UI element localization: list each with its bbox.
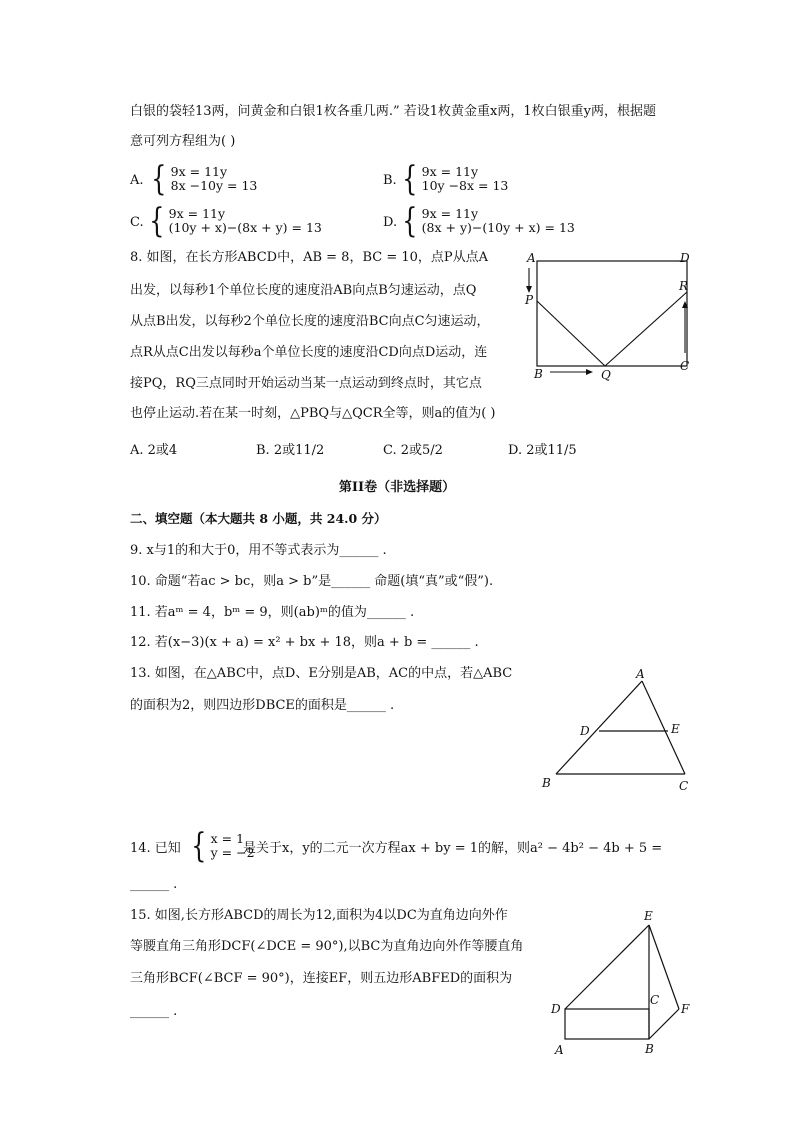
q14-suffix: 是关于x，y的二元一次方程ax + by = 1的解，则a² − 4b² − 4b + 5 = <box>243 841 663 856</box>
q9: 9. x与1的和大于0，用不等式表示为______ . <box>130 543 387 558</box>
q10: 10. 命题“若ac > bc，则a > b”是______ 命题(填“真”或“假”). <box>130 574 494 589</box>
label-d: D <box>580 724 590 738</box>
label-f: F <box>681 1002 690 1016</box>
q8-line: 8. 如图，在长方形ABCD中，AB = 8，BC = 10，点P从点A <box>130 250 489 265</box>
q8-line: 也停止运动.若在某一时刻，△PBQ与△QCR全等，则a的值为( ) <box>130 406 496 421</box>
q12: 12. 若(x−3)(x + a) = x² + bx + 18，则a + b = ______ . <box>130 635 479 650</box>
q7-option-c-system <box>146 201 322 241</box>
brace-icon: { <box>149 201 165 241</box>
equation: (10y + x)−(8x + y) = 13 <box>168 220 322 235</box>
q13-triangle-figure <box>538 664 698 794</box>
label-p: P <box>525 293 534 307</box>
segment-bf <box>649 1009 679 1039</box>
q7-option-a-system <box>148 159 258 199</box>
label-a: A <box>636 667 645 681</box>
rectangle-abcd <box>537 261 687 366</box>
q14-line2: ______ . <box>130 877 178 892</box>
q11: 11. 若aᵐ = 4，bᵐ = 9，则(ab)ᵐ的值为______ . <box>130 605 415 620</box>
label-e: E <box>644 909 653 923</box>
equation: 9x = 11y <box>421 206 479 221</box>
q8-line: 点R从点C出发以每秒a个单位长度的速度沿CD向点D运动，连 <box>130 345 488 360</box>
q8-line: 从点B出发，以每秒2个单位长度的速度沿BC向点C匀速运动， <box>130 314 490 329</box>
q8-rectangle-figure <box>515 248 705 383</box>
brace-icon: { <box>402 159 418 199</box>
q8-option-c: C. 2或5/2 <box>383 443 443 458</box>
q15-line: ______ . <box>130 1004 178 1019</box>
q14-prefix: 14. 已知 <box>130 841 181 856</box>
equation: 9x = 11y <box>170 164 228 179</box>
label-c: C <box>680 359 690 373</box>
equation: x = 1 <box>210 831 245 846</box>
q8-option-b: B. 2或11/2 <box>256 443 325 458</box>
equation: 9x = 11y <box>168 206 226 221</box>
q8-option-d: D. 2或11/5 <box>508 443 577 458</box>
q8-line: 出发，以每秒1个单位长度的速度沿AB向点B匀速运动，点Q <box>130 283 477 298</box>
q7-option-c-label: C. <box>130 215 144 230</box>
segment-qr <box>605 292 687 366</box>
label-c: C <box>679 779 689 793</box>
label-d: D <box>551 1002 561 1016</box>
label-a: A <box>555 1043 564 1057</box>
arrow-head-icon <box>586 369 593 375</box>
brace-icon: { <box>191 826 207 866</box>
q15-line: 15. 如图,长方形ABCD的周长为12,面积为4以DC为直角边向外作 <box>130 908 508 923</box>
q7-line1: 白银的袋轻13两，问黄金和白银1枚各重几两.” 若设1枚黄金重x两，1枚白银重y两，根据题 <box>130 104 656 119</box>
label-b: B <box>542 776 551 790</box>
section-title: 第II卷（非选择题） <box>338 480 456 495</box>
q7-option-d-system <box>399 201 575 241</box>
q15-line: 等腰直角三角形DCF(∠DCE = 90°),以BC为直角边向外作等腰直角 <box>130 939 524 954</box>
label-b: B <box>645 1042 654 1056</box>
brace-icon: { <box>151 159 167 199</box>
segment-de <box>565 925 649 1009</box>
label-a: A <box>527 251 536 265</box>
rectangle-abcd <box>565 1009 649 1039</box>
q8-option-a: A. 2或4 <box>130 443 178 458</box>
q7-option-b-label: B. <box>383 173 397 188</box>
equation: 10y −8x = 13 <box>421 178 509 193</box>
arrow-head-icon <box>526 286 532 293</box>
q15-pentagon-figure <box>543 905 698 1060</box>
label-d: D <box>680 251 690 265</box>
q7-line2: 意可列方程组为( ) <box>130 134 236 149</box>
q8-line: 接PQ，RQ三点同时开始运动当某一点运动到终点时，其它点 <box>130 376 482 391</box>
equation: y = −2 <box>210 845 255 860</box>
equation: (8x + y)−(10y + x) = 13 <box>421 220 575 235</box>
equation: 8x −10y = 13 <box>170 178 258 193</box>
equation: 9x = 11y <box>421 164 479 179</box>
brace-icon: { <box>402 201 418 241</box>
q7-option-b-system <box>399 159 509 199</box>
q7-option-d-label: D. <box>383 215 398 230</box>
q13-line2: 的面积为2，则四边形DBCE的面积是______ . <box>130 698 395 713</box>
segment-pq <box>537 301 605 366</box>
segment-ab <box>556 681 642 774</box>
q13-line1: 13. 如图，在△ABC中，点D、E分别是AB，AC的中点，若△ABC <box>130 666 513 681</box>
label-q: Q <box>601 368 611 382</box>
section-heading: 二、填空题（本大题共 8 小题，共 24.0 分） <box>130 511 387 526</box>
label-e: E <box>671 722 680 736</box>
label-b: B <box>534 367 543 381</box>
label-r: R <box>679 279 689 293</box>
label-c: C <box>650 993 660 1007</box>
q7-option-a-label: A. <box>130 173 144 188</box>
q15-line: 三角形BCF(∠BCF = 90°)，连接EF，则五边形ABFED的面积为 <box>130 971 513 986</box>
